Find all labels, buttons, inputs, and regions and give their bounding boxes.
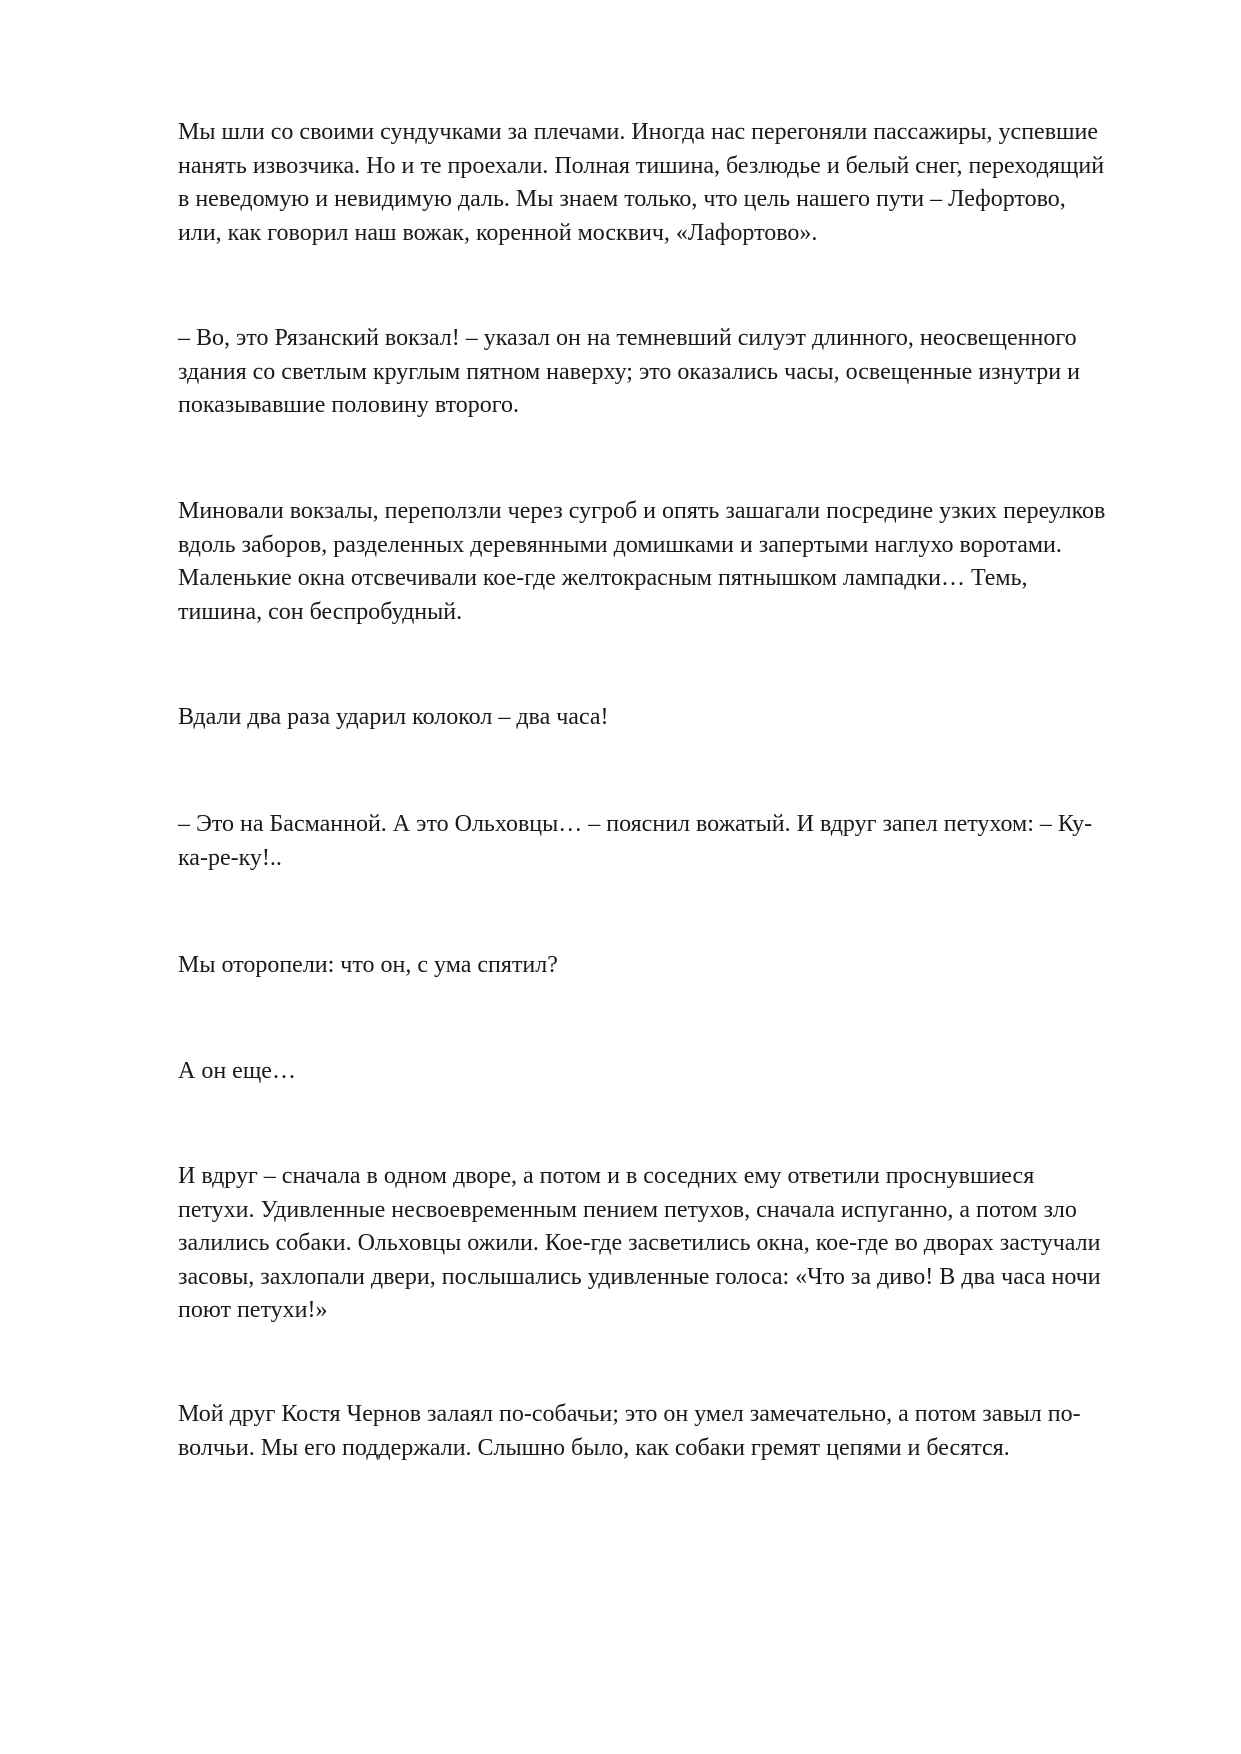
paragraph-line: волчьи. Мы его поддержали. Слышно было, как собаки гремят цепями и бесятся. xyxy=(178,1434,1010,1461)
paragraph-3 xyxy=(178,495,1168,629)
paragraph-line: А он еще… xyxy=(178,1058,296,1084)
paragraph-line: Миновали вокзалы, переползли через сугроб и опять зашагали посредине узких переулков xyxy=(178,498,1106,524)
paragraph-line: тишина, сон беспробудный. xyxy=(178,598,463,625)
paragraph-line: залились собаки. Ольховцы ожили. Кое-где засветились окна, кое-где во дворах застучали xyxy=(178,1230,1101,1256)
paragraph-7 xyxy=(178,1055,1168,1089)
paragraph-line: здания со светлым круглым пятном наверху; это оказались часы, освещенные изнутри и xyxy=(178,358,1080,385)
paragraph-5 xyxy=(178,808,1168,875)
paragraph-line: или, как говорил наш вожак, коренной москвич, «Лафортово». xyxy=(178,219,818,246)
paragraph-line: Мой друг Костя Чернов залаял по-собачьи; это он умел замечательно, а потом завыл по- xyxy=(178,1401,1081,1427)
paragraph-line: петухи. Удивленные несвоевременным пением петухов, сначала испуганно, а потом зло xyxy=(178,1196,1077,1223)
paragraph-line: Маленькие окна отсвечивали кое-где желтокрасным пятнышком лампадки… Темь, xyxy=(178,565,1028,591)
paragraph-line: Вдали два раза ударил колокол – два часа! xyxy=(178,704,609,730)
paragraph-1 xyxy=(178,116,1168,250)
paragraph-line: поют петухи!» xyxy=(178,1297,328,1323)
paragraph-line: показывавшие половину второго. xyxy=(178,392,520,418)
paragraph-2 xyxy=(178,322,1168,423)
paragraph-line: – Во, это Рязанский вокзал! – указал он на темневший силуэт длинного, неосвещенного xyxy=(178,325,1077,351)
paragraph-line: – Это на Басманной. А это Ольховцы… – пояснил вожатый. И вдруг запел петухом: – Ку- xyxy=(178,811,1093,837)
paragraph-line: нанять извозчика. Но и те проехали. Полная тишина, безлюдье и белый снег, переходящий xyxy=(178,152,1105,179)
paragraph-line: засовы, захлопали двери, послышались удивленные голоса: «Что за диво! В два часа ночи xyxy=(178,1263,1101,1290)
paragraph-6 xyxy=(178,949,1168,983)
paragraph-line: вдоль заборов, разделенных деревянными домишками и запертыми наглухо воротами. xyxy=(178,531,1062,558)
paragraph-line: Мы шли со своими сундучками за плечами. Иногда нас перегоняли пассажиры, успевшие xyxy=(178,119,1099,145)
paragraph-line: Мы оторопели: что он, с ума спятил? xyxy=(178,952,558,978)
paragraph-4 xyxy=(178,701,1168,735)
paragraph-line: в неведомую и невидимую даль. Мы знаем только, что цель нашего пути – Лефортово, xyxy=(178,186,1066,212)
paragraph-8 xyxy=(178,1160,1168,1328)
paragraph-9 xyxy=(178,1398,1168,1465)
paragraph-line: И вдруг – сначала в одном дворе, а потом и в соседних ему ответили проснувшиеся xyxy=(178,1163,1035,1189)
paragraph-line: ка-ре-ку!.. xyxy=(178,844,282,871)
